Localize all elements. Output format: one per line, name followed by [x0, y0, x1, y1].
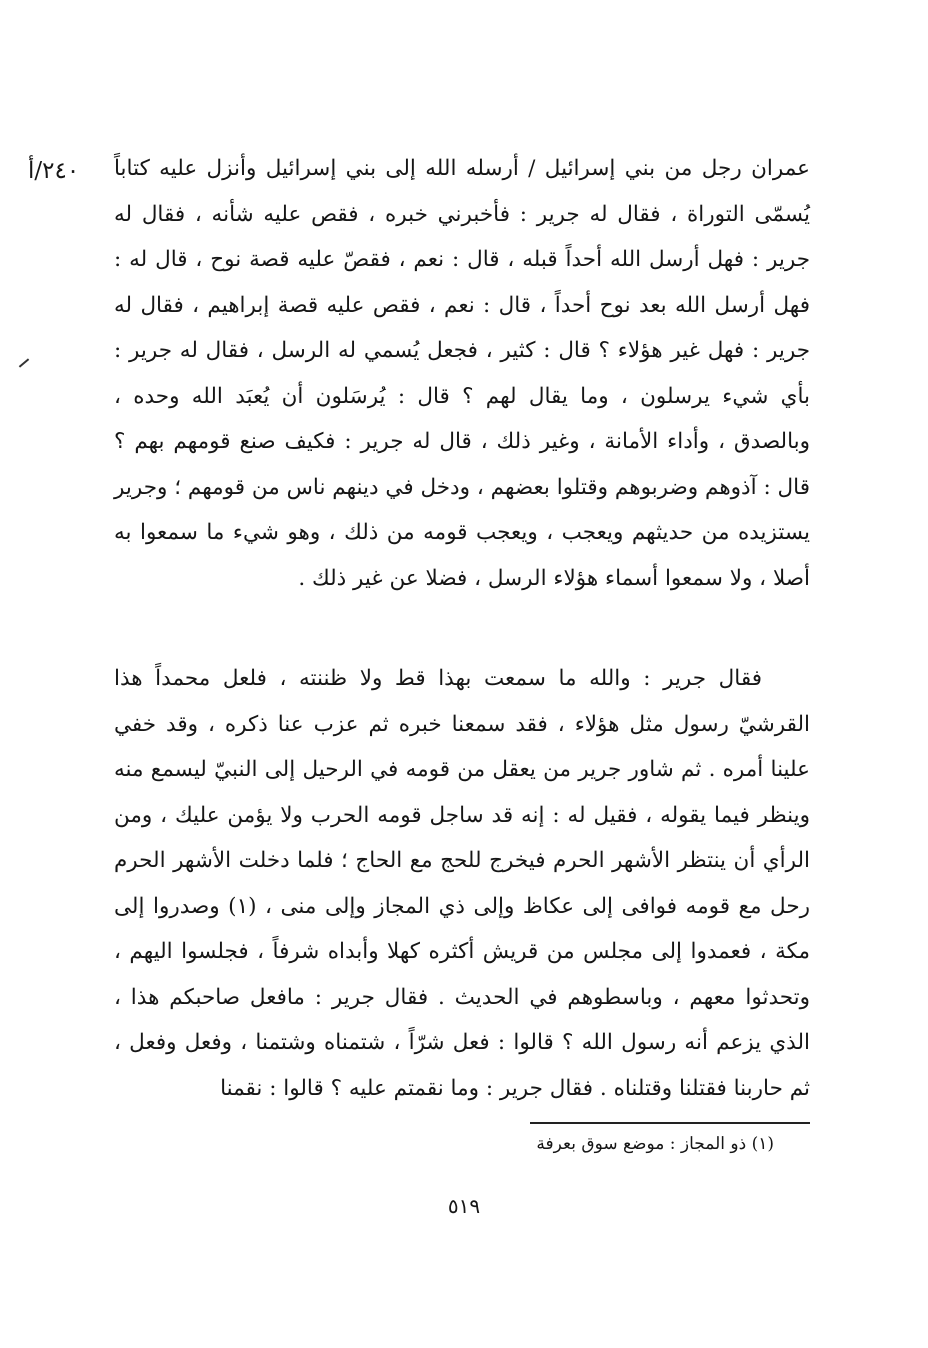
manuscript-folio-note: ٢٤٠/أ — [28, 158, 80, 184]
paragraph-1-text: عمران رجل من بني إسرائيل / أرسله الله إلى بني إسرائيل وأنزل عليه كتاباً يُسمّى التوراة ، فقال له جرير : فأخبرني خبره ، فقص عليه شأنه ، فقال له جرير : فهل أرسل الله أحداً قبله ، قال : نعم ، فقصّ عليه قصة نوح ، قال له : فهل أرسل الله بعد نوح أحداً ، قال : نعم ، فقص عليه قصة إبراهيم ، فقال له جرير : فهل غير هؤلاء ؟ قال : كثير ، فجعل يُسمي له الرسل ، فقال له جرير : بأي شيء يرسلون ، وما يقال لهم ؟ قال : يُرسَلون أن يُعبَد الله وحده ، وبالصدق ، وأداء الأمانة ، وغير ذلك ، قال له جرير : فكيف صنع قومهم بهم ؟ قال : آذوهم وضربوهم وقتلوا بعضهم ، ودخل في دينهم ناس من قومهم ؛ وجرير يستزيده من حديثهم ويعجب ، ويعجب قومه من ذلك ، وهو شيء ما سمعوا به أصلا ، ولا سمعوا أسماء هؤلاء الرسل ، فضلا عن غير ذلك . — [114, 156, 810, 591]
margin-mark — [19, 358, 29, 367]
footnote-separator — [530, 1122, 810, 1124]
paragraph-1 — [114, 146, 810, 601]
paragraph-2-text: فقال جرير : والله ما سمعت بهذا قط ولا ظننته ، فلعل محمداً هذا القرشيّ رسول مثل هؤلاء ، فقد سمعنا خبره ثم عزب عنا ذكره ، وقد خفي علينا أمره . ثم شاور جرير من يعقل من قومه في الرحيل إلى النبيّ ليسمع منه وينظر فيما يقوله ، فقيل له : إنه قد ساجل قومه الحرب ولا يؤمن عليك ، ومن الرأي أن ينتظر الأشهر الحرم فيخرج للحج مع الحاج ؛ فلما دخلت الأشهر الحرم رحل مع قومه فوافى إلى عكاظ وإلى ذي المجاز وإلى منى ، (١) وصدروا إلى مكة ، فعمدوا إلى مجلس من قريش أكثره كهلا وأبداه شرفاً ، فجلسوا اليهم ، وتحدثوا معهم ، وباسطوهم في الحديث . فقال جرير : مافعل صاحبكم هذا ، الذي يزعم أنه رسول الله ؟ قالوا : فعل شرّاً ، شتمناه وشتمنا ، وفعل وفعل ، ثم حاربنا فقتلنا وقتلناه . فقال جرير : وما نقمتم عليه ؟ قالوا : نقمنا — [114, 666, 810, 1101]
footnote: (١) ذو المجاز : موضع سوق بعرفة — [536, 1134, 774, 1154]
page-number: ٥١٩ — [447, 1194, 481, 1218]
paragraph-2 — [114, 656, 810, 1111]
